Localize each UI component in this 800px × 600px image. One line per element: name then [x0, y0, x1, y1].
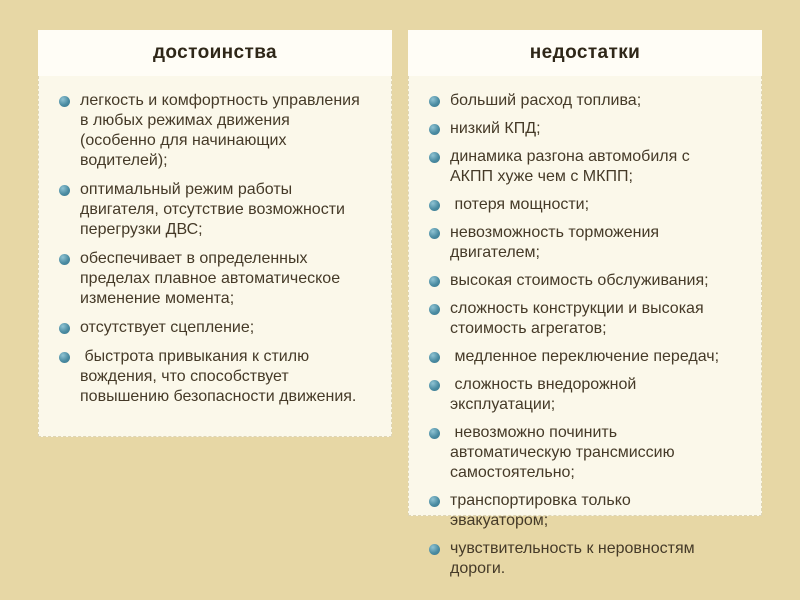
disadvantages-header: [408, 30, 762, 76]
list-item: [429, 271, 731, 291]
advantages-header: [38, 30, 392, 76]
list-item: [429, 223, 731, 263]
list-item-text: транспортировка только эвакуатором;: [450, 492, 636, 529]
bullet-icon: [59, 352, 70, 363]
list-item-text: легкость и комфортность управления в любых режимах движения (особенно для начинающих водителей);: [80, 92, 365, 169]
list-item-text: высокая стоимость обслуживания;: [450, 272, 709, 289]
bullet-icon: [429, 200, 440, 211]
list-item-text: оптимальный режим работы двигателя, отсутствие возможности перегрузки ДВС;: [80, 181, 350, 238]
list-item: [429, 147, 731, 187]
list-item: [59, 249, 361, 309]
list-item: [429, 423, 731, 483]
list-item: [429, 91, 731, 111]
bullet-icon: [429, 96, 440, 107]
list-item-text: низкий КПД;: [450, 120, 541, 137]
bullet-icon: [429, 304, 440, 315]
bullet-icon: [429, 428, 440, 439]
list-item: [429, 347, 731, 367]
list-item: [429, 491, 731, 531]
list-item: [429, 119, 731, 139]
bullet-icon: [429, 380, 440, 391]
bullet-icon: [429, 152, 440, 163]
list-item-text: обеспечивает в определенных пределах плавное автоматическое изменение момента;: [80, 250, 345, 307]
bullet-icon: [429, 352, 440, 363]
list-item-text: отсутствует сцепление;: [80, 319, 255, 336]
bullet-icon: [429, 496, 440, 507]
list-item-text: потеря мощности;: [450, 196, 590, 213]
list-item: [429, 195, 731, 215]
advantages-body: [38, 76, 392, 437]
list-item-text: больший расход топлива;: [450, 92, 642, 109]
list-item: [59, 91, 365, 171]
advantages-list: [59, 91, 365, 407]
bullet-icon: [59, 96, 70, 107]
disadvantages-list: [429, 91, 731, 579]
list-item-text: медленное переключение передач;: [450, 348, 720, 365]
list-item-text: сложность внедорожной эксплуатации;: [450, 376, 641, 413]
list-item: [429, 299, 731, 339]
bullet-icon: [59, 323, 70, 334]
list-item: [59, 318, 361, 338]
advantages-title: достоинства: [152, 42, 278, 63]
list-item-text: сложность конструкции и высокая стоимость агрегатов;: [450, 300, 709, 337]
disadvantages-title: недостатки: [529, 42, 641, 63]
bullet-icon: [429, 544, 440, 555]
bullet-icon: [429, 228, 440, 239]
advantages-panel: [38, 30, 392, 437]
bullet-icon: [59, 254, 70, 265]
bullet-icon: [429, 276, 440, 287]
list-item: [59, 347, 361, 407]
list-item: [59, 180, 361, 240]
list-item: [429, 375, 731, 415]
bullet-icon: [59, 185, 70, 196]
list-item: [429, 539, 731, 579]
list-item-text: чувствительность к неровностям дороги.: [450, 540, 700, 577]
bullet-icon: [429, 124, 440, 135]
disadvantages-panel: [408, 30, 762, 577]
list-item-text: невозможно починить автоматическую трансмиссию самостоятельно;: [450, 424, 680, 481]
disadvantages-body: [408, 76, 762, 577]
list-item-text: быстрота привыкания к стилю вождения, что способствует повышению безопасности движения.: [80, 348, 357, 405]
list-item-text: динамика разгона автомобиля с АКПП хуже чем с МКПП;: [450, 148, 695, 185]
list-item-text: невозможность торможения двигателем;: [450, 224, 664, 261]
